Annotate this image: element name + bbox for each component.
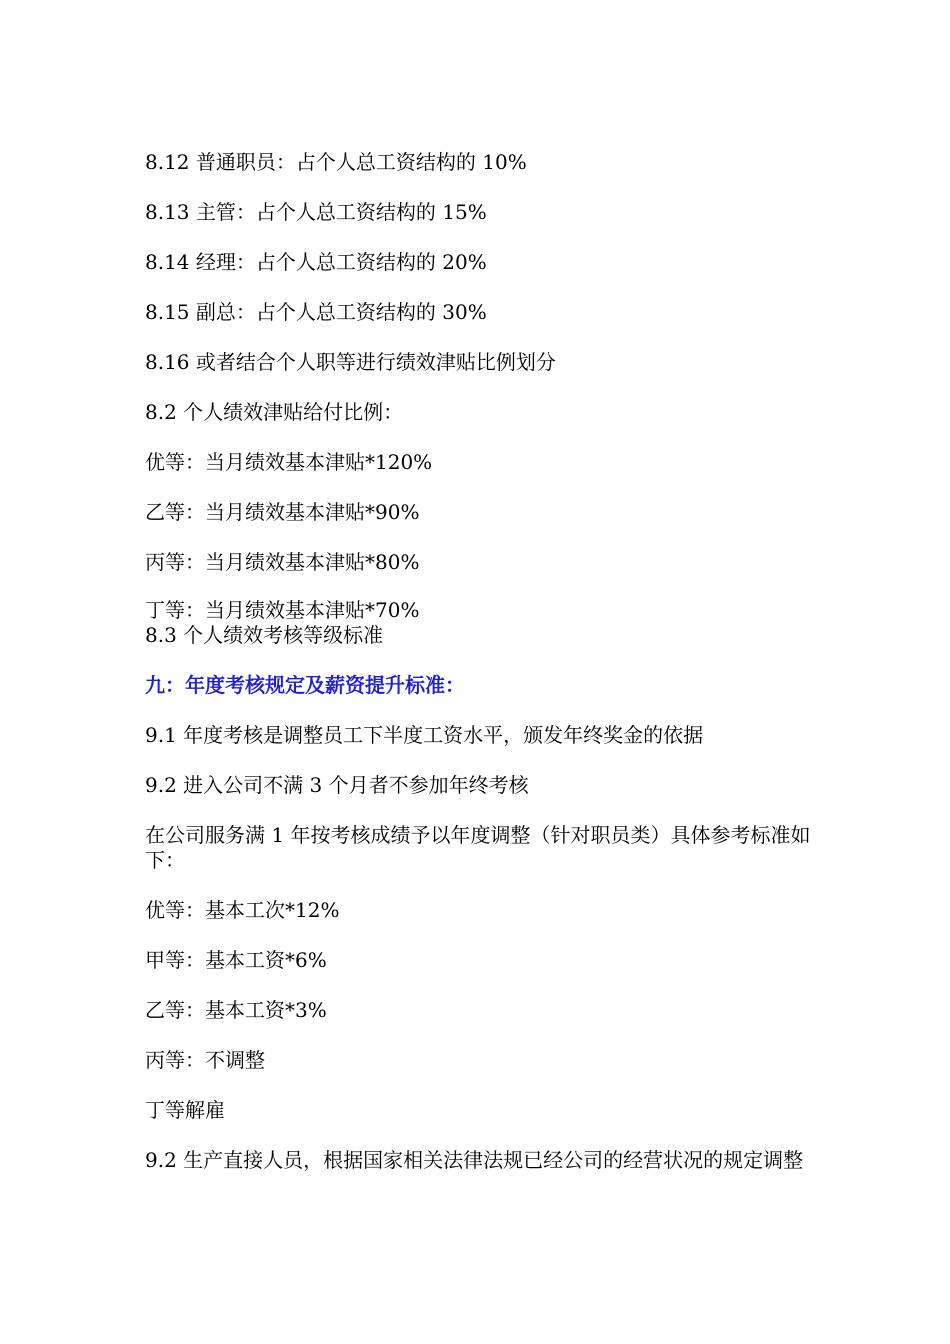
paragraph-grade-b: 乙等：当月绩效基本津贴*90% [145,500,420,524]
paragraph-adjust-b: 乙等：基本工资*3% [145,998,327,1022]
paragraph-annual-adjustment: 在公司服务满 1 年按考核成绩予以年度调整（针对职员类）具体参考标准如下： [145,823,811,872]
paragraph-8-16: 8.16 或者结合个人职等进行绩效津贴比例划分 [145,350,556,374]
paragraph-grade-d: 丁等：当月绩效基本津贴*70% [145,598,420,622]
paragraph-8-12: 8.12 普通职员：占个人总工资结构的 10% [145,150,527,174]
paragraph-8-2: 8.2 个人绩效津贴给付比例： [145,400,404,424]
paragraph-adjust-d: 丁等解雇 [145,1098,225,1122]
paragraph-8-13: 8.13 主管：占个人总工资结构的 15% [145,200,487,224]
paragraph-adjust-a: 甲等：基本工资*6% [145,948,327,972]
paragraph-adjust-c: 丙等：不调整 [145,1048,265,1072]
paragraph-9-1: 9.1 年度考核是调整员工下半度工资水平，颁发年终奖金的依据 [145,723,704,747]
paragraph-8-14: 8.14 经理：占个人总工资结构的 20% [145,250,487,274]
paragraph-8-15: 8.15 副总：占个人总工资结构的 30% [145,300,487,324]
paragraph-8-3: 8.3 个人绩效考核等级标准 [145,623,384,647]
paragraph-grade-excellent: 优等：当月绩效基本津贴*120% [145,450,433,474]
section-heading-nine: 九：年度考核规定及薪资提升标准： [145,673,465,697]
paragraph-9-2: 9.2 进入公司不满 3 个月者不参加年终考核 [145,773,529,797]
paragraph-9-2-production: 9.2 生产直接人员，根据国家相关法律法规已经公司的经营状况的规定调整 [145,1148,804,1172]
paragraph-adjust-excellent: 优等：基本工次*12% [145,898,340,922]
paragraph-grade-c: 丙等：当月绩效基本津贴*80% [145,550,420,574]
